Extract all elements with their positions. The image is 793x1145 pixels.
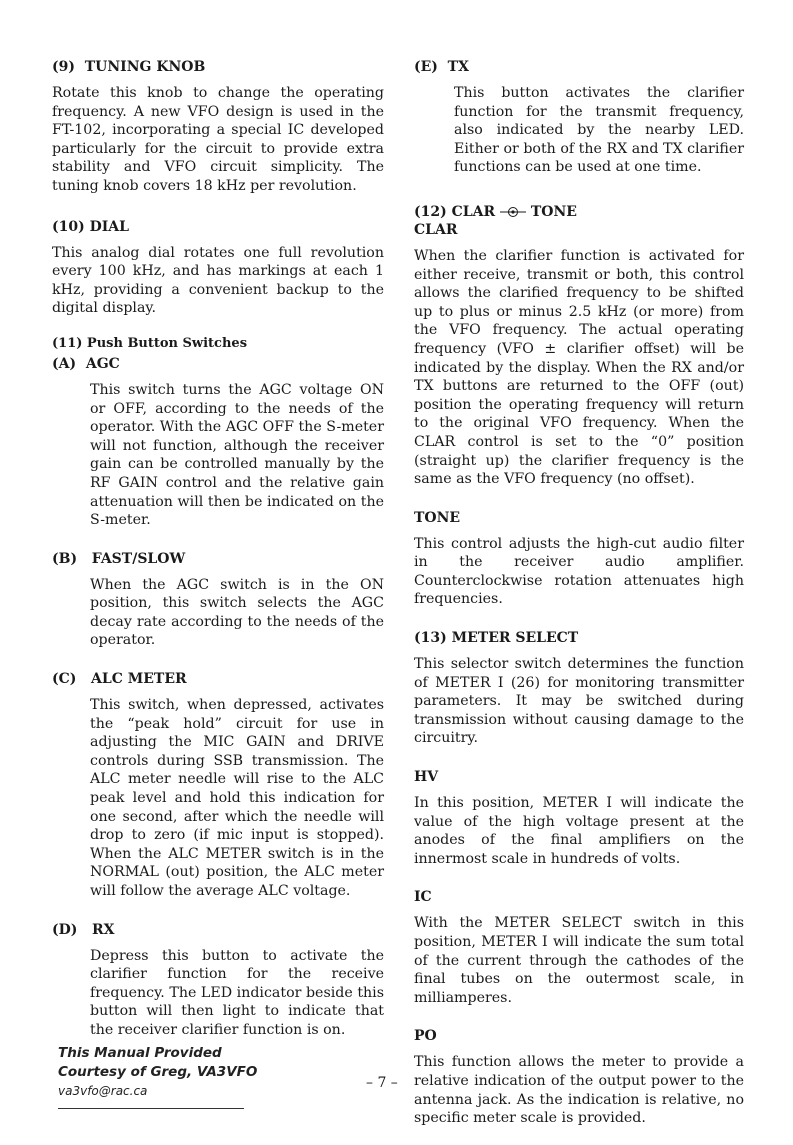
section-heading: (11) Push Button Switches: [52, 335, 248, 351]
section-hv: [414, 768, 744, 868]
credit-line-1: This Manual Provided: [58, 1045, 222, 1061]
section-heading: HV: [414, 769, 439, 786]
section-body: This selector switch determines the function of METER I (26) for monitoring transmitter parameters. It may be switched during transmission without causing damage to the circuitry.: [414, 656, 744, 747]
footer-credit: [58, 1044, 257, 1101]
section-body: This control adjusts the high-cut audio filter in the receiver audio amplifier. Counterclockwise rotation attenuates high frequencies.: [414, 535, 744, 608]
subsection-heading: (E) TX: [414, 59, 469, 75]
subsection-agc: [52, 355, 384, 530]
section-clar-tone: [414, 203, 744, 489]
footer-divider: [58, 1108, 244, 1109]
subsection-body: This switch turns the AGC voltage ON or OFF, according to the needs of the operator. With the AGC OFF the S-meter will not function, although the receiver gain can be controlled manually by the RF GAIN control and the relative gain attenuation will then be indicated on the S-meter.: [90, 381, 384, 529]
section-body: When the clarifier function is activated for either receive, transmit or both, this control allows the clarified frequency to be shifted up to plus or minus 2.5 kHz (or more) from the VFO frequency. The actual operating frequency (VFO ± clarifier offset) will be indicated by the display. When the RX and/or TX buttons are returned to the OFF (out) position the operating frequency will return to the original VFO frequency. When the CLAR control is set to the “0” position (straight up) the clarifier frequency is the same as the VFO frequency (no offset).: [414, 247, 744, 488]
section-body: This analog dial rotates one full revolution every 100 kHz, and has markings at each 1 kHz, providing a convenient backup to the digital display.: [52, 244, 384, 317]
subsection-body: When the AGC switch is in the ON position, this switch selects the AGC decay rate according to the needs of the operator.: [90, 576, 384, 649]
section-heading: (10) DIAL: [52, 218, 129, 235]
subsection-fast-slow: [52, 550, 384, 650]
subsection-body: Depress this button to activate the clarifier function for the receive frequency. The LED indicator beside this button will then light to indicate that the receiver clarifier function is on.: [90, 947, 384, 1038]
subsection-body: This switch, when depressed, activates the “peak hold” circuit for use in adjusting the MIC GAIN and DRIVE controls during SSB transmission. The ALC meter needle will rise to the ALC peak level and hold this indication for one second, after which the needle will drop to zero (if mic input is stopped). When the ALC METER switch is in the NORMAL (out) position, the ALC meter will follow the average ALC voltage.: [90, 697, 384, 899]
section-body: This function allows the meter to provide a relative indication of the output power to the antenna jack. As the indication is relative, no specific meter scale is provided.: [414, 1054, 744, 1127]
section-tone: [414, 509, 744, 609]
left-column: [52, 58, 384, 1058]
subsection-heading: (D) RX: [52, 921, 115, 938]
subsection-rx: [52, 921, 384, 1040]
section-heading: (9) TUNING KNOB: [52, 59, 206, 75]
section-heading: [414, 203, 744, 221]
section-heading: PO: [414, 1028, 437, 1045]
section-body: With the METER SELECT switch in this position, METER I will indicate the sum total of the current through the cathodes of the final tubes on the outermost scale, in milliamperes.: [414, 915, 744, 1006]
credit-line-2: Courtesy of Greg, VA3VFO: [58, 1064, 258, 1080]
section-meter-select: [414, 629, 744, 748]
subsection-alc-meter: [52, 670, 384, 901]
subsection-heading: (B) FAST/SLOW: [52, 550, 186, 567]
subsection-heading: (A) AGC: [52, 355, 120, 372]
heading-prefix: (12) CLAR: [414, 203, 496, 220]
section-heading: TONE: [414, 509, 461, 526]
section-tuning-knob: [52, 58, 384, 196]
section-body: In this position, METER I will indicate the value of the high voltage present at the anodes of the final amplifiers on the innermost scale in hundreds of volts.: [414, 795, 744, 867]
subsection-tx: [414, 58, 744, 177]
subheading-clar: CLAR: [414, 221, 458, 238]
section-ic: [414, 888, 744, 1007]
section-heading: IC: [414, 889, 432, 906]
heading-suffix: TONE: [530, 203, 577, 220]
section-dial: [52, 218, 384, 318]
section-body: Rotate this knob to change the operating frequency. A new VFO design is used in the FT-102, incorporating a special IC developed particularly for the circuit to provide extra stability and VFO circuit simplicity. The tuning knob covers 18 kHz per revolution.: [52, 85, 384, 194]
section-heading: (13) METER SELECT: [414, 630, 579, 647]
page-number: – 7 –: [366, 1075, 398, 1091]
right-column: [414, 58, 744, 1145]
section-push-button-switches: [52, 335, 384, 1040]
concentric-control-icon: [500, 206, 526, 218]
credit-email: va3vfo@rac.ca: [58, 1084, 148, 1098]
section-po: [414, 1027, 744, 1127]
subsection-body: This button activates the clarifier function for the transmit frequency, also indicated by the nearby LED. Either or both of the RX and TX clarifier functions can be used at one time.: [454, 85, 744, 176]
subsection-heading: (C) ALC METER: [52, 671, 187, 688]
